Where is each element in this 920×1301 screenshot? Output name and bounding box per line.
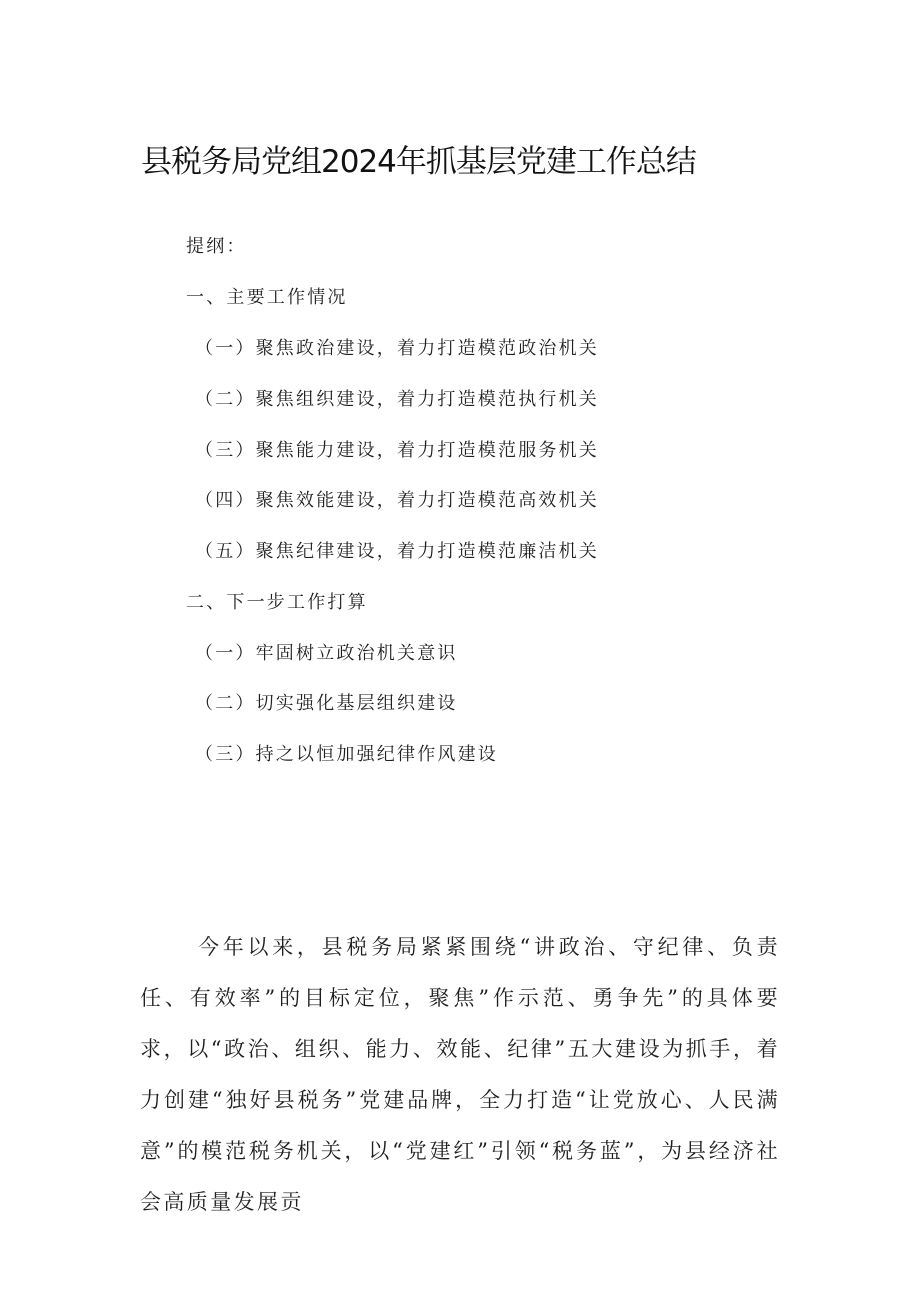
outline-item: （二）聚焦组织建设，着力打造模范执行机关	[195, 389, 599, 410]
outline-item: （三）聚焦能力建设，着力打造模范服务机关	[195, 440, 599, 461]
outline-item: （五）聚焦纪律建设，着力打造模范廉洁机关	[195, 541, 599, 562]
body-paragraph: 今年以来，县税务局紧紧围绕“讲政治、守纪律、负责任、有效率”的目标定位，聚焦”作示范、勇争先”的具体要求，以“政治、组织、能力、效能、纪律”五大建设为抓手，着力创建“独好县税务”党建品牌，全力打造“让党放心、人民满意”的模范税务机关，以“党建红”引领“税务蓝”，为县经济社会高质量发展贡	[140, 935, 780, 1214]
section-heading-1: 一、主要工作情况	[186, 287, 348, 308]
outline-item: （一）聚焦政治建设，着力打造模范政治机关	[195, 338, 599, 359]
outline-item: （四）聚焦效能建设，着力打造模范高效机关	[195, 490, 599, 511]
outline-item: （一）牢固树立政治机关意识	[195, 643, 458, 664]
outline-item: （二）切实强化基层组织建设	[195, 693, 458, 714]
document-title: 县税务局党组2024年抓基层党建工作总结	[141, 144, 696, 180]
section-heading-2: 二、下一步工作打算	[186, 592, 368, 613]
outline-item: （三）持之以恒加强纪律作风建设	[195, 744, 498, 765]
outline-label: 提纲：	[186, 236, 247, 257]
